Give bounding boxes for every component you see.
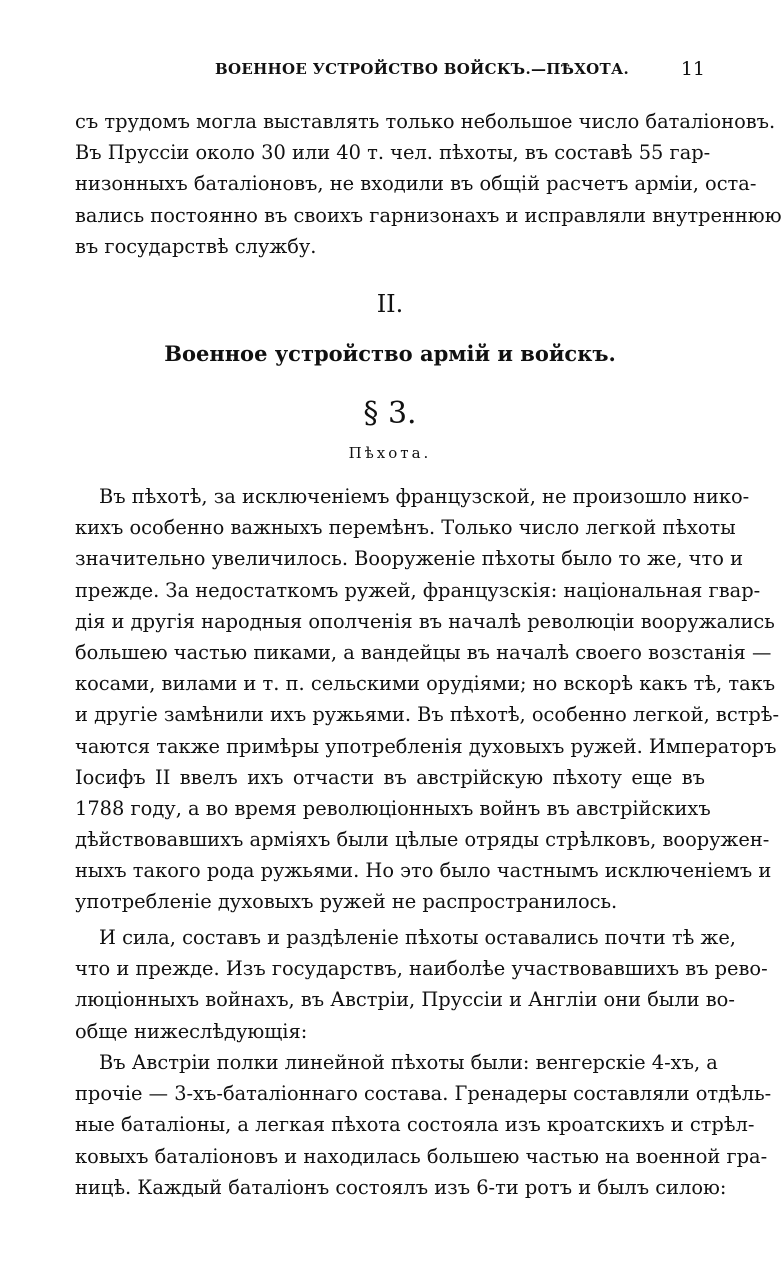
text-line: кихъ особенно важныхъ перемѣнъ. Только число легкой пѣхоты — [75, 516, 736, 540]
body-paragraph-3 — [75, 1047, 772, 1203]
text-line: ные баталіоны, а легкая пѣхота состояла изъ кроатскихъ и стрѣл- — [75, 1113, 755, 1137]
text-line: большею частью пиками, а вандейцы въ началѣ своего возстанія — — [75, 640, 772, 664]
intro-paragraph — [75, 106, 782, 262]
body-paragraph-1 — [75, 481, 780, 918]
section-title: Военное устройство армій и войскъ. — [164, 341, 616, 366]
running-title: ВОЕННОЕ УСТРОЙСТВО ВОЙСКЪ.—ПѢХОТА. — [215, 60, 630, 78]
text-line: Въ Пруссіи около 30 или 40 т. чел. пѣхоты, въ составѣ 55 гар- — [75, 141, 711, 165]
text-line: обще нижеслѣдующія: — [75, 1019, 308, 1043]
text-line: дія и другія народныя ополченія въ началѣ революціи вооружались — [75, 609, 775, 633]
text-line: что и прежде. Изъ государствъ, наиболѣе участвовавшихъ въ рево- — [75, 957, 768, 981]
text-line: 1788 году, а во время революціонныхъ войнъ въ австрійскихъ — [75, 796, 711, 820]
text-line: ковыхъ баталіоновъ и находилась большею частью на военной гра- — [75, 1144, 768, 1168]
text-line: съ трудомъ могла выставлять только небольшое число баталіоновъ. — [75, 110, 776, 133]
section-number: II. — [376, 290, 404, 318]
text-line: употребленіе духовыхъ ружей не распространилось. — [75, 890, 618, 914]
text-line: Въ пѣхотѣ, за исключеніемъ французской, не произошло нико- — [99, 485, 750, 508]
page-number: 11 — [680, 58, 705, 80]
text-line: прочіе — 3-хъ-баталіоннаго состава. Гренадеры составляли отдѣль- — [75, 1082, 772, 1106]
text-line: Въ Австріи полки линейной пѣхоты были: венгерскіе 4-хъ, а — [99, 1051, 718, 1074]
text-line: и другіе замѣнили ихъ ружьями. Въ пѣхотѣ, особенно легкой, встрѣ- — [75, 703, 780, 727]
text-line: Іосифъ II ввелъ ихъ отчасти въ австрійскую пѣхоту еще въ — [75, 765, 705, 789]
text-line: значительно увеличилось. Вооруженіе пѣхоты было то же, что и — [75, 547, 743, 571]
text-line: въ государствѣ службу. — [75, 234, 317, 258]
text-line: ницѣ. Каждый баталіонъ состоялъ изъ 6-ти ротъ и былъ силою: — [75, 1175, 727, 1199]
text-line: вались постоянно въ своихъ гарнизонахъ и исправляли внутреннюю — [75, 203, 782, 227]
text-line: чаются также примѣры употребленія духовыхъ ружей. Императоръ — [75, 734, 777, 758]
paragraph-number: § 3. — [363, 396, 417, 431]
paragraph-title: Пѣхота. — [348, 444, 432, 462]
body-paragraph-2 — [75, 922, 768, 1047]
text-line: люціонныхъ войнахъ, въ Австріи, Пруссіи и Англіи они были во- — [75, 988, 735, 1012]
text-line: косами, вилами и т. п. сельскими орудіями; но вскорѣ какъ тѣ, такъ — [75, 672, 776, 696]
text-line: дѣйствовавшихъ арміяхъ были цѣлые отряды стрѣлковъ, вооружен- — [75, 828, 770, 852]
running-head — [75, 60, 705, 86]
text-line: ныхъ такого рода ружьями. Но это было частнымъ исключеніемъ и — [75, 859, 772, 883]
text-line: низонныхъ баталіоновъ, не входили въ общій расчетъ арміи, оста- — [75, 172, 757, 196]
text-line: И сила, составъ и раздѣленіе пѣхоты оставались почти тѣ же, — [99, 926, 736, 949]
text-line: прежде. За недостаткомъ ружей, французскія: національная гвар- — [75, 578, 761, 602]
